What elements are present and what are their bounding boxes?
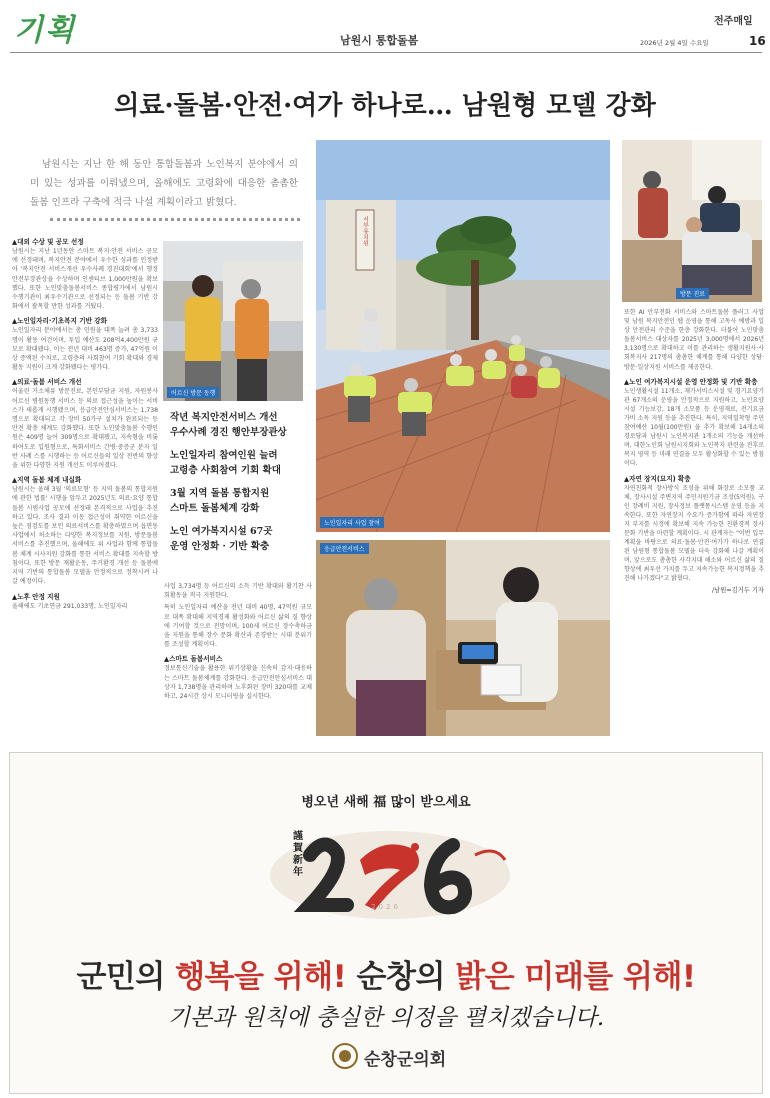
summary-line: 스마트 돌봄체계 강화 <box>170 503 260 514</box>
section-body: 남원시는 지난 1년동안 스마트 복지·안전 서비스 공모에 선정돼며, 복지안전 분야에서 우수한 성과를 인정받아 '복지안전 서비스개선 우수사례 경진대회'에서 행정안전부장관상을 수상하며 인센티브 1,000만원을 확보했다. 또한 노인맞춤돌봄서비스 종합평가에서 남원시 수행기관이 최우수기관으로 선정되는 등 돌봄 기반 강화에서 괄목할 만한 성과를 거뒀다. <box>12 248 158 311</box>
section-body: 또한 AI 안부전화 서비스와 스마트돌봄 플러그 사업 및 남원 복지안전인 웹 운영을 통해 고독사 예방과 일상 안전관리 수준을 한층 강화한다. 더불어 노인맞춤돌봄서비스 대상자를 2025년 3,000명에서 2026년 3,130명으로 확대하고 이를 관리하는 생활지원사·사회복지사 217명의 촘촘한 체계를 통해 다양한 상담·방문·일상지원 서비스를 제공한다. <box>624 309 764 371</box>
ad-year: 2026 <box>371 903 401 911</box>
ad-slogan <box>10 951 762 996</box>
lead-paragraph: 남원시는 지난 한 해 동안 통합돌봄과 노인복지 분야에서 의미 있는 성과를 이뤄냈으며, 올해에도 고령화에 대응한 촘촘한 돌봄 인프라 구축에 적극 나설 계획이라고 밝혔다. <box>30 159 298 208</box>
photo-emergency-service <box>316 540 610 736</box>
ad-slogan-part: 행복을 위해! <box>175 959 357 995</box>
headline: 의료·돌봄·안전·여가 하나로… 남원형 모델 강화 <box>114 91 656 121</box>
right-column <box>624 308 764 594</box>
summary-box <box>170 410 315 554</box>
photo-emergency-service-image <box>316 540 610 736</box>
photo-home-medical <box>622 140 762 302</box>
middle-column <box>164 582 312 701</box>
photo-caption: 응급안전서비스 <box>320 543 369 554</box>
section-tag: 기획 <box>14 13 76 48</box>
section-heading: ▲노인일자리·기초복지 기반 강화 <box>12 317 107 326</box>
summary-line: 노인일자리 참여인원 늘려 <box>170 450 278 461</box>
summary-item <box>170 448 315 478</box>
section-heading: ▲노후 안정 지원 <box>12 592 60 601</box>
section-heading: ▲자연 장지(묘지) 확충 <box>624 474 691 483</box>
photo-home-medical-image <box>622 140 762 302</box>
section-body: 올해에도 기초연금 291,033명, 노인일자리 <box>12 602 128 610</box>
middle-paragraph: 사업 3,734명 등 어르신의 소득 기반 확대와 활기찬 사회활동을 적극 지원한다. <box>164 583 312 600</box>
photo-caption: 노인일자리 사업 참여 <box>320 517 384 528</box>
ad-org <box>330 1041 470 1073</box>
summary-line: 고령층 사회참여 기회 확대 <box>170 465 281 476</box>
photo-caption: 방문 진료 <box>676 288 709 299</box>
section-leisure <box>624 378 764 469</box>
section-jobs <box>12 317 158 372</box>
header-rule <box>10 52 762 53</box>
photo-caption: 어르신 방문 동행 <box>167 387 219 398</box>
left-column <box>12 238 158 611</box>
summary-line: 우수사례 경진 행안부장관상 <box>170 427 287 438</box>
middle-paragraph: 정보통신기술을 활용한 위기상황을 신속히 감지·대응하는 스마트 돌봄체계를 강화한다. 응급안전안심서비스 대상자 1,738명을 관리하며 노후화된 장비 320대를 교체하고, 24시간 상시 모니터링을 실시한다. <box>164 665 312 701</box>
ad-subtitle: 기본과 원칙에 충실한 의정을 펼치겠습니다. <box>167 1005 605 1031</box>
section-body: 노인생활시설 11개소, 재가서비스시설 및 경기요양기관 67개소의 운영을 안정적으로 지원하고, 노인요양시설 기능보강, 18개 소모품 등 운영재료, 전기요금 가비 소독 지원 등을 추진한다. 특히, 지역밀착형 주민참여예산 10월(100만원) 을 추가 확보해 14개소의 경로당과 남원시 노인복지관 1개소의 기능을 개선하며, 대한노인회 남원시지회와 노인복지 관련을 전후로 복지 영역 등 미래 연결을 모두 활성화할 수 있는 방침이다. <box>624 387 764 468</box>
section-heading: ▲대외 수상 및 공모 선정 <box>12 238 84 246</box>
issue-date: 2026년 2월 4일 수요일 <box>640 39 709 47</box>
section-body: 노인일자리 분야에서는 총 인원을 대폭 늘려 총 3,733명이 활동 여건이며, 투입 예산도 208억4,400만원 규모로 확대됐다. 이는 전년 대비 463명 증가, 47억원 이상 증액된 수치로, 고령층의 사회참여 기회 확대와 경제활동 지원이 크게 강화됐다는 평가다. <box>12 327 158 372</box>
summary-line: 노인 여가복지시설 67곳 <box>170 526 273 537</box>
ad-greeting: 병오년 새해 福 많이 받으세요 <box>301 795 471 810</box>
section-pension <box>12 593 158 611</box>
section-community <box>12 476 158 586</box>
ad-seal-text: 謹賀新年 <box>293 831 303 878</box>
section-heading: ▲지역 돌봄 체계 내실화 <box>12 476 82 485</box>
section-smart-care-cont <box>624 308 764 372</box>
section-body: 자연친화적 장사방식 조성을 위해 화장로 소모품 교체, 장사시설 주변지역 주민지원기금 조성(5억원), 구인 장례비 지원, 장사정보 플랫폼시스템 운영 등을 지속한다. 또한 자연장지 수요가 증가함에 따라 자연장지 부지를 시정에 확보해 지속 가능한 친환경적 장사 문화 기반을 마련할 계획이다. 시 관계자는 "이번 입무계획을 바탕으로 의료·돌봄·안전·여가가 하나로 연결된 남원형 통합돌봄 모델을 더욱 강화해 나갈 계획이며, 앞으로도 촘촘한 사각지대 해소와 어르신 삶의 질 향상에 최우선 가치를 두고 지속가능한 복지정책을 추진해 나가겠다"고 밝혔다. <box>624 484 764 583</box>
section-awards <box>12 238 158 311</box>
shop-sign-text: 서부유치원 <box>361 216 369 246</box>
ad-slogan-part: 순창의 <box>356 959 456 995</box>
section-heading: ▲스마트 돌봄서비스 <box>164 655 223 664</box>
summary-item <box>170 486 315 516</box>
summary-line: 작년 복지안전서비스 개선 <box>170 412 278 423</box>
section-burial <box>624 475 764 584</box>
photo-elderly-visit-image <box>163 241 303 401</box>
lead-divider <box>50 218 300 221</box>
summary-item <box>170 410 315 440</box>
middle-paragraph: 특히 노인일자리 예산을 전년 대비 40명, 47억원 규모로 대폭 확대해 지역경제 활성화와 어르신 삶의 질 향상에 기여할 것으로 전망이며, 100세 어르신 장수축하금을 지원을 통해 장수 문화 확산과 존경받는 시대 분위기를 조성할 계획이다. <box>164 604 312 649</box>
photo-senior-jobs <box>316 140 610 532</box>
section-title: 남원시 통합돌봄 <box>340 34 419 47</box>
byline: /남원=김거두 기자 <box>712 586 764 594</box>
photo-elderly-visit <box>163 241 303 401</box>
council-emblem-icon <box>332 1043 358 1069</box>
newspaper-name: 전주매일 <box>714 16 753 27</box>
section-body: 남원시는 올해 3월 '의료모형' 등 지역 돌봄의 통합지원에 관한 법률' 시행을 앞두고 2025년도 의료·요양 통합돌봄 시범사업 공모에 선정돼 본격적으로 사업을 추진하고 있다. 조사 결과 이동 접근성이 취약한 어르신을 높은 점검도를 보인 의료서비스를 확충하였으며 읍면동 사업에서 처소하는 다양한 복지정보를 지원, 방문돌봄 서비스를 추진했으며, 올해에도 위 사업과 함께 통합돌봄 체계 시사지원 강화를 통한 서비스 확대를 지속할 방침이다. 또한 방문 재활운동, 주거환경 개선 등 돌봄에 지역 기반의 통합돌봄 모델을 안정적으로 정착시켜 나갈 예정이다. <box>12 486 158 586</box>
summary-item <box>170 524 315 554</box>
page-number: 16 <box>749 34 766 48</box>
section-heading: ▲노인 여가복지시설 운영 안정화 및 기반 확충 <box>624 377 758 386</box>
ad-slogan-part: 밝은 미래를 위해! <box>455 959 696 995</box>
advertisement <box>9 752 763 1094</box>
section-medical <box>12 378 158 470</box>
summary-line: 3월 지역 돌봄 통합지원 <box>170 488 270 499</box>
ad-slogan-part: 군민의 <box>76 959 176 995</box>
section-body: 어울린 거소체류 방문진료, 본인부담금 지원, 자원봉사 어르신 병원동행 서비스 등 의료 접근성을 높이는 서비스가 새롭게 시행됐으며, 응급안전안심서비스는 1,738명으로 확대되고 각 장비 50가구 설치가 완료되는 등 안전 확충 체계도 강화했다. 또한 노인맞춤돌봄 수행인원은 409명 늘어 309명으로 확대됐고, 지속형을 비롯하여도로 입원형으로, 특화서비스 간병·중증군 분자 일반 사례 스를 시행하는 등 어르신들의 일상 전반의 향상을 위한 다양한 지원 개선도 이루어졌다. <box>12 388 158 470</box>
ad-org-name: 순창군의회 <box>364 1050 447 1070</box>
section-heading: ▲의료·돌봄 서비스 개선 <box>12 378 82 387</box>
summary-line: 운영 안정화 · 기반 확충 <box>170 541 270 552</box>
photo-senior-jobs-image <box>316 140 610 532</box>
